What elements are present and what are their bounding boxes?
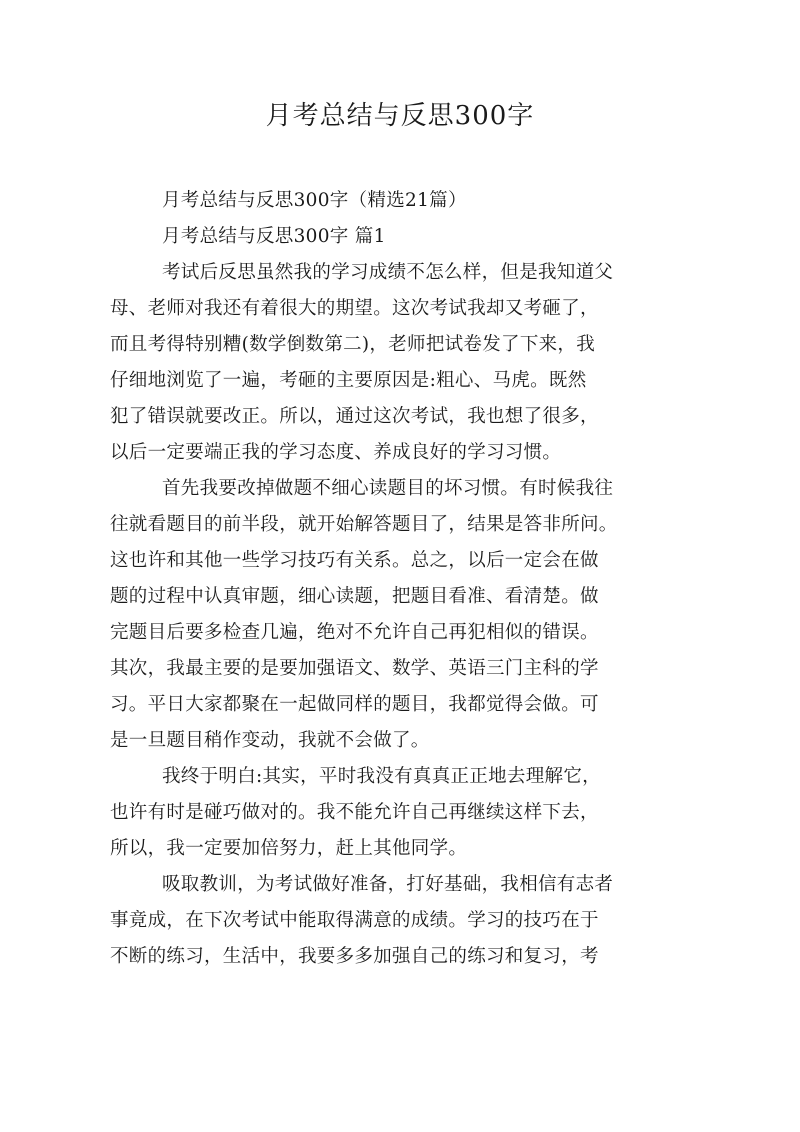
page-title: 月考总结与反思300字 bbox=[265, 101, 535, 131]
paragraph-line: 考试后反思虽然我的学习成绩不怎么样，但是我知道父 bbox=[162, 262, 614, 283]
document-body bbox=[110, 183, 690, 975]
paragraph-line: 这也许和其他一些学习技巧有关系。总之，以后一定会在做 bbox=[110, 550, 599, 571]
paragraph-line: 不断的练习，生活中，我要多多加强自己的练习和复习，考 bbox=[110, 946, 599, 967]
paragraph bbox=[110, 471, 690, 759]
paragraph-line: 犯了错误就要改正。所以，通过这次考试，我也想了很多， bbox=[110, 406, 599, 427]
paragraph-line: 是一旦题目稍作变动，我就不会做了。 bbox=[110, 730, 430, 751]
subtitle-line: 月考总结与反思300字（精选21篇） bbox=[162, 190, 467, 211]
paragraph-line: 事竟成，在下次考试中能取得满意的成绩。学习的技巧在于 bbox=[110, 910, 599, 931]
paragraph-line: 完题目后要多检查几遍，绝对不允许自己再犯相似的错误。 bbox=[110, 622, 599, 643]
paragraph bbox=[110, 867, 690, 975]
paragraph-line: 母、老师对我还有着很大的期望。这次考试我却又考砸了， bbox=[110, 298, 599, 319]
paragraph-line: 仔细地浏览了一遍，考砸的主要原因是:粗心、马虎。既然 bbox=[110, 370, 587, 391]
paragraph-line: 所以，我一定要加倍努力，赶上其他同学。 bbox=[110, 838, 468, 859]
paragraph-line: 题的过程中认真审题，细心读题，把题目看准、看清楚。做 bbox=[110, 586, 599, 607]
paragraph-line: 习。平日大家都聚在一起做同样的题目，我都觉得会做。可 bbox=[110, 694, 599, 715]
paragraph bbox=[110, 255, 690, 471]
paragraph-line: 其次，我最主要的是要加强语文、数学、英语三门主科的学 bbox=[110, 658, 599, 679]
paragraph-line: 我终于明白:其实，平时我没有真真正正地去理解它， bbox=[162, 766, 601, 787]
section-heading: 月考总结与反思300字 篇1 bbox=[162, 226, 386, 247]
paragraph-line: 而且考得特别糟(数学倒数第二)，老师把试卷发了下来，我 bbox=[110, 334, 596, 355]
paragraph-line: 也许有时是碰巧做对的。我不能允许自己再继续这样下去， bbox=[110, 802, 599, 823]
paragraph-line: 往就看题目的前半段，就开始解答题目了，结果是答非所问。 bbox=[110, 514, 618, 535]
paragraph-line: 首先我要改掉做题不细心读题目的坏习惯。有时候我往 bbox=[162, 478, 614, 499]
paragraph-line: 吸取教训，为考试做好准备，打好基础，我相信有志者 bbox=[162, 874, 614, 895]
paragraph-line: 以后一定要端正我的学习态度、养成良好的学习习惯。 bbox=[110, 442, 562, 463]
paragraph bbox=[110, 759, 690, 867]
